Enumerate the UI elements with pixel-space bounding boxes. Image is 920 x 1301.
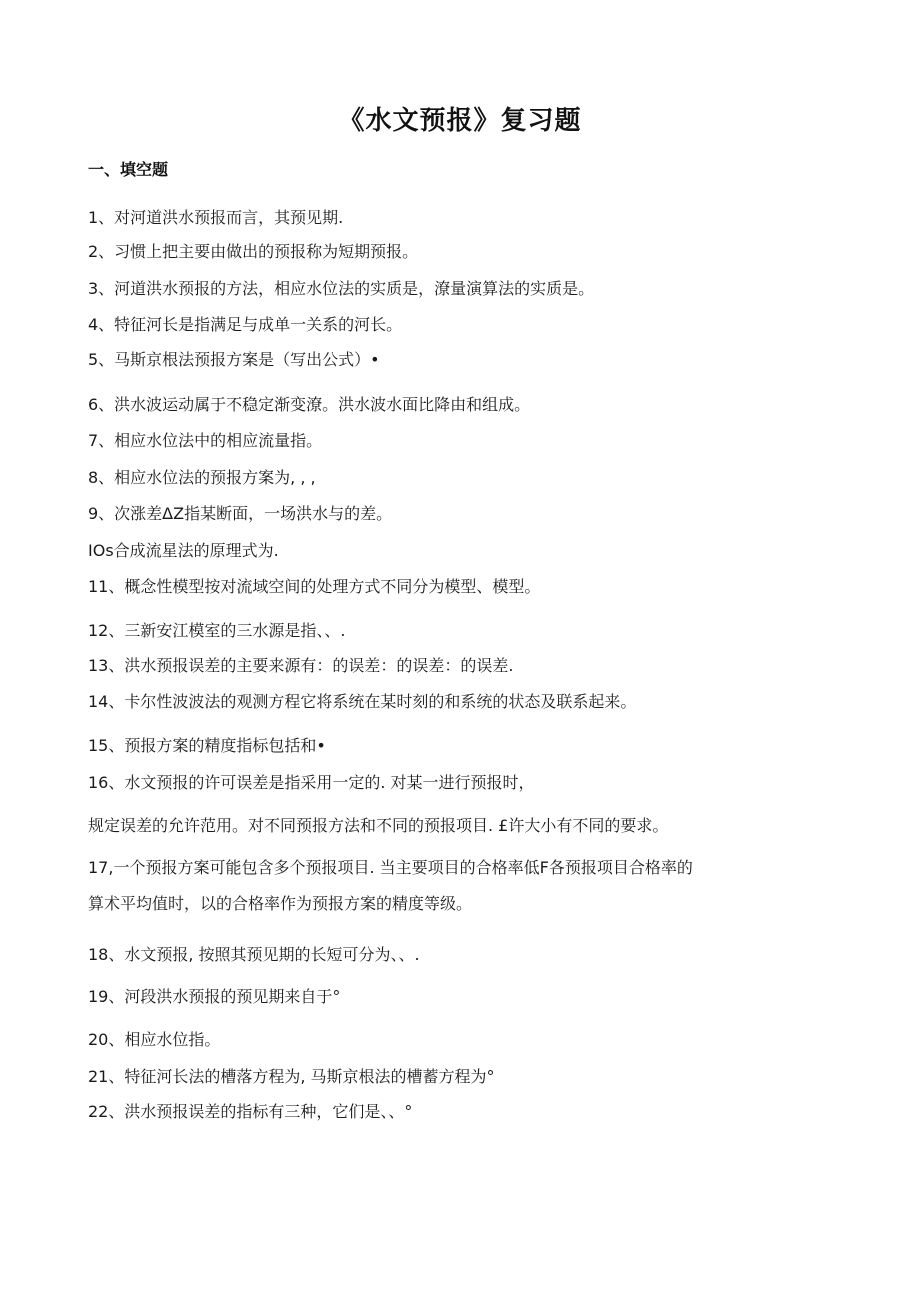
question-line: 20、相应水位指。 (88, 1030, 221, 1049)
question-line: 22、洪水预报误差的指标有三种，它们是、、° (88, 1102, 413, 1121)
question-line: 5、马斯京根法预报方案是（写出公式）• (88, 350, 380, 369)
section-heading: 一、填空题 (88, 160, 169, 179)
question-line: 12、三新安江模室的三水源是指、、. (88, 621, 346, 640)
question-line: 19、河段洪水预报的预见期来自于° (88, 987, 341, 1006)
question-line: 3、河道洪水预报的方法，相应水位法的实质是，潦量演算法的实质是。 (88, 279, 595, 298)
question-line: 4、特征河长是指满足与成单一关系的河长。 (88, 315, 403, 334)
question-line: 1、对河道洪水预报而言，其预见期. (88, 208, 344, 227)
question-line: 13、洪水预报误差的主要来源有：的误差：的误差：的误差. (88, 656, 514, 675)
question-line: 9、次涨差ΔZ指某断面，一场洪水与的差。 (88, 504, 393, 523)
question-line: 8、相应水位法的预报方案为, , , (88, 468, 316, 487)
question-line: 21、特征河长法的槽落方程为, 马斯京根法的槽蓄方程为° (88, 1067, 495, 1086)
question-line: 18、水文预报, 按照其预见期的长短可分为、、. (88, 945, 420, 964)
document-title: 《水文预报》复习题 (338, 106, 582, 136)
question-line: 15、预报方案的精度指标包括和• (88, 736, 326, 755)
question-line: 7、相应水位法中的相应流量指。 (88, 431, 323, 450)
question-line: 算术平均值时，以的合格率作为预报方案的精度等级。 (88, 894, 473, 913)
question-line: 11、概念性模型按对流域空间的处理方式不同分为模型、模型。 (88, 577, 541, 596)
question-line: 16、水文预报的许可误差是指采用一定的. 对某一进行预报时， (88, 773, 535, 792)
question-line: 规定误差的允许范用。对不同预报方法和不同的预报项目. £许大小有不同的要求。 (88, 816, 669, 835)
question-line: IOs合成流星法的原理式为. (88, 541, 279, 560)
question-line: 6、洪水波运动属于不稳定渐变潦。洪水波水面比降由和组成。 (88, 395, 531, 414)
question-line: 2、习惯上把主要由做出的预报称为短期预报。 (88, 242, 419, 261)
question-line: 17,一个预报方案可能包含多个预报项目. 当主要项目的合格率低F各预报项目合格率的 (88, 858, 693, 877)
question-line: 14、卡尔性波波法的观测方程它将系统在某时刻的和系统的状态及联系起来。 (88, 692, 637, 711)
